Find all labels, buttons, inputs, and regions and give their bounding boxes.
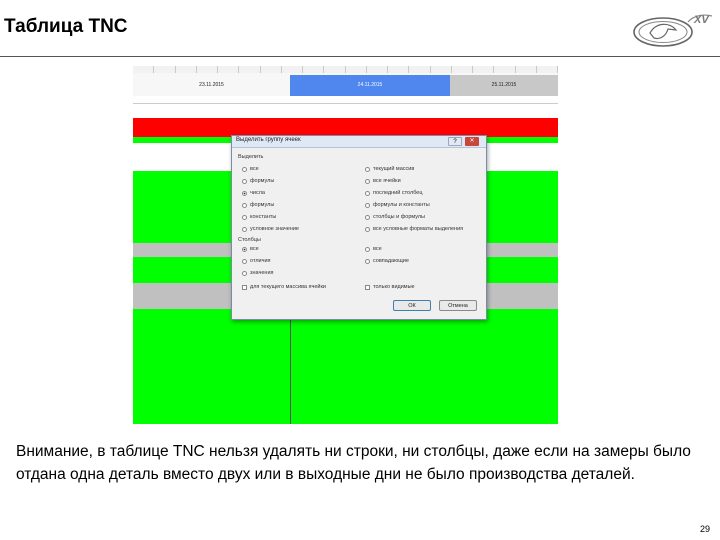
radio-icon <box>242 227 247 232</box>
page-number: 29 <box>700 524 711 534</box>
dialog-titlebar <box>232 136 486 148</box>
radio-icon <box>365 167 370 172</box>
option-right-2[interactable]: все ячейки <box>365 178 401 184</box>
checkbox-icon <box>365 285 370 290</box>
right-column-option-1[interactable]: все <box>365 246 382 252</box>
slide-title: Таблица TNC <box>4 16 128 37</box>
radio-icon <box>242 203 247 208</box>
radio-selected-icon <box>242 191 247 196</box>
subheader-row <box>133 96 558 104</box>
radio-icon <box>365 191 370 196</box>
radio-icon <box>242 179 247 184</box>
column-option-1[interactable]: все <box>242 246 259 252</box>
radio-icon <box>242 215 247 220</box>
radio-icon <box>365 247 370 252</box>
right-column-option-2[interactable]: совпадающие <box>365 258 409 264</box>
radio-icon <box>242 259 247 264</box>
checkbox-left[interactable]: для текущего массива ячейки <box>242 284 326 290</box>
column-option-2[interactable]: отличия <box>242 258 271 264</box>
cancel-button[interactable]: Отмена <box>439 300 477 311</box>
columns-section-label: Столбцы <box>238 237 261 243</box>
date-cell-3: 25.11.2015 <box>450 75 558 96</box>
title-divider <box>0 56 720 57</box>
column-header-row <box>133 66 558 73</box>
option-left-2[interactable]: формулы <box>242 178 274 184</box>
option-left-3[interactable]: числа <box>242 190 265 196</box>
option-right-3[interactable]: последний столбец <box>365 190 423 196</box>
option-right-6[interactable]: все условные форматы выделения <box>365 226 463 232</box>
radio-icon <box>365 215 370 220</box>
option-right-1[interactable]: текущий массив <box>365 166 414 172</box>
blank-row <box>133 104 558 116</box>
lada-logo <box>630 10 716 50</box>
logo-badge: XV <box>694 14 709 26</box>
logo-boat <box>650 24 676 38</box>
dialog-title: Выделить группу ячеек <box>236 137 301 143</box>
radio-icon <box>365 179 370 184</box>
option-left-6[interactable]: условное значение <box>242 226 299 232</box>
date-cell-1: 23.11.2015 <box>199 82 224 88</box>
column-divider <box>290 309 291 424</box>
column-option-3[interactable]: значения <box>242 270 274 276</box>
option-right-5[interactable]: столбцы и формулы <box>365 214 425 220</box>
radio-icon <box>365 259 370 264</box>
ok-button[interactable]: ОК <box>393 300 431 311</box>
close-button[interactable]: ✕ <box>465 137 479 146</box>
checkbox-right[interactable]: только видимые <box>365 284 415 290</box>
radio-icon <box>242 271 247 276</box>
option-right-4[interactable]: формулы и константы <box>365 202 430 208</box>
select-cells-dialog <box>231 135 487 320</box>
radio-icon <box>365 203 370 208</box>
option-left-5[interactable]: константы <box>242 214 276 220</box>
radio-selected-icon <box>242 247 247 252</box>
slide-caption: Внимание, в таблице TNC нельзя удалять ни строки, ни столбцы, даже если на замеры было отдана одна деталь вместо двух или в выходные дни не было производства деталей. <box>16 443 691 483</box>
date-cell-2: 24.11.2015 <box>290 75 450 96</box>
option-left-4[interactable]: формулы <box>242 202 274 208</box>
help-button[interactable]: ? <box>448 137 462 146</box>
green-block-3 <box>133 309 558 424</box>
logo-outer-oval <box>634 18 692 46</box>
checkbox-icon <box>242 285 247 290</box>
select-section-label: Выделить <box>238 154 264 160</box>
option-left-1[interactable]: все <box>242 166 259 172</box>
radio-icon <box>365 227 370 232</box>
radio-icon <box>242 167 247 172</box>
